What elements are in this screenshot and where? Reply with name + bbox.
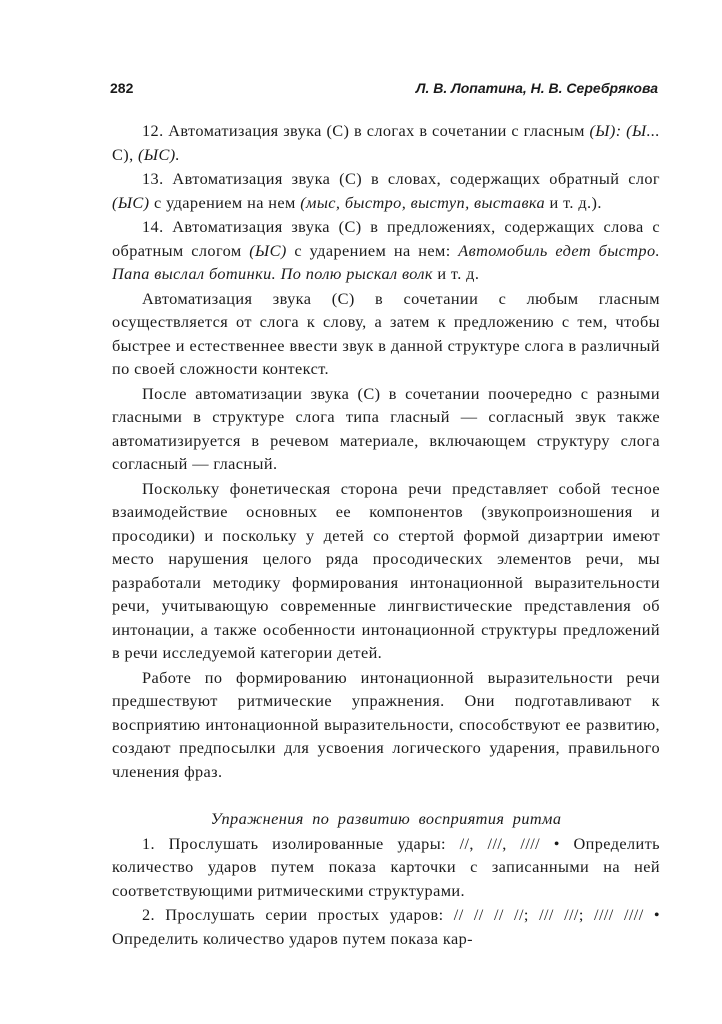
running-header bbox=[110, 80, 658, 96]
paragraph-item-12 bbox=[112, 119, 660, 166]
item-14-examples: Автомобиль едет быстро. Папа выслал ботинки. По полю рыскал волк bbox=[112, 240, 660, 283]
item-13-text: 13. Автоматизация звука (С) в словах, содержащих обратный слог bbox=[142, 169, 660, 188]
paragraph-item-14 bbox=[112, 215, 660, 286]
item-13-text-2: с ударением на нем bbox=[149, 192, 301, 212]
item-14-text-2: с ударением на нем: bbox=[286, 240, 459, 260]
item-12-syllable-1: (Ы): (Ы... bbox=[589, 121, 660, 140]
page-number: 282 bbox=[110, 80, 134, 96]
item-12-syllable-2: (ЫС). bbox=[138, 144, 181, 164]
item-13-text-3: и т. д.). bbox=[545, 192, 602, 212]
item-12-text: 12. Автоматизация звука (С) в слогах в сочетании с гласным bbox=[142, 121, 590, 140]
paragraph-item-13 bbox=[112, 167, 660, 214]
paragraph-phonetics: Поскольку фонетическая сторона речи представляет собой тесное взаимодействие основных ее компонентов (звукопроизношения и просодики) и поскольку у детей со стертой формой дизартрии имеют место нарушения целого ряда просодических элементов речи, мы разработали методику формирования интонационной выразительности речи, учитывающую современные лингвистические представления об интонации, а также особенности интонационной структуры предложений в речи исследуемой категории детей. bbox=[112, 478, 660, 662]
section-subheading: Упражнения по развитию восприятия ритма bbox=[210, 809, 562, 828]
paragraph-automation: Автоматизация звука (С) в сочетании с любым гласным осуществляется от слога к слову, а затем к предложению с тем, чтобы быстрее и естественнее ввести звук в данной структуре слога в различный по своей сложности контекст. bbox=[112, 288, 660, 378]
item-14-syllable: (ЫС) bbox=[249, 240, 287, 260]
item-14-text-3: и т. д. bbox=[432, 264, 480, 283]
item-12-text-2: С), bbox=[112, 144, 139, 164]
paragraph-after-automation: После автоматизации звука (С) в сочетании поочередно с разными гласными в структуре слога типа гласный — согласный звук также автоматизируется в речевом материале, включающем структуру слога согласный — гласный. bbox=[112, 383, 660, 473]
item-14-text: 14. Автоматизация звука (С) в предложениях, содержащих слова с обратным слогом bbox=[112, 217, 660, 260]
header-authors: Л. В. Лопатина, Н. В. Серебрякова bbox=[415, 80, 658, 96]
item-13-syllable: (ЫС) bbox=[112, 192, 150, 212]
paragraph-rhythm: Работе по формированию интонационной выразительности речи предшествуют ритмические упражнения. Они подготавливают к восприятию интонационной выразительности, способствуют ее развитию, создают предпосылки для усвоения логического ударения, правильного членения фраз. bbox=[112, 667, 660, 781]
body-text bbox=[112, 119, 660, 951]
item-13-examples: (мыс, быстро, выступ, выставка bbox=[300, 192, 546, 212]
exercise-1: 1. Прослушать изолированные удары: //, ///, //// • Определить количество ударов путем показа карточки с записанными на ней соответствующими ритмическими структурами. bbox=[112, 833, 660, 900]
exercise-2: 2. Прослушать серии простых ударов: // // // //; /// ///; //// //// • Определить количество ударов путем показа кар- bbox=[112, 905, 660, 948]
